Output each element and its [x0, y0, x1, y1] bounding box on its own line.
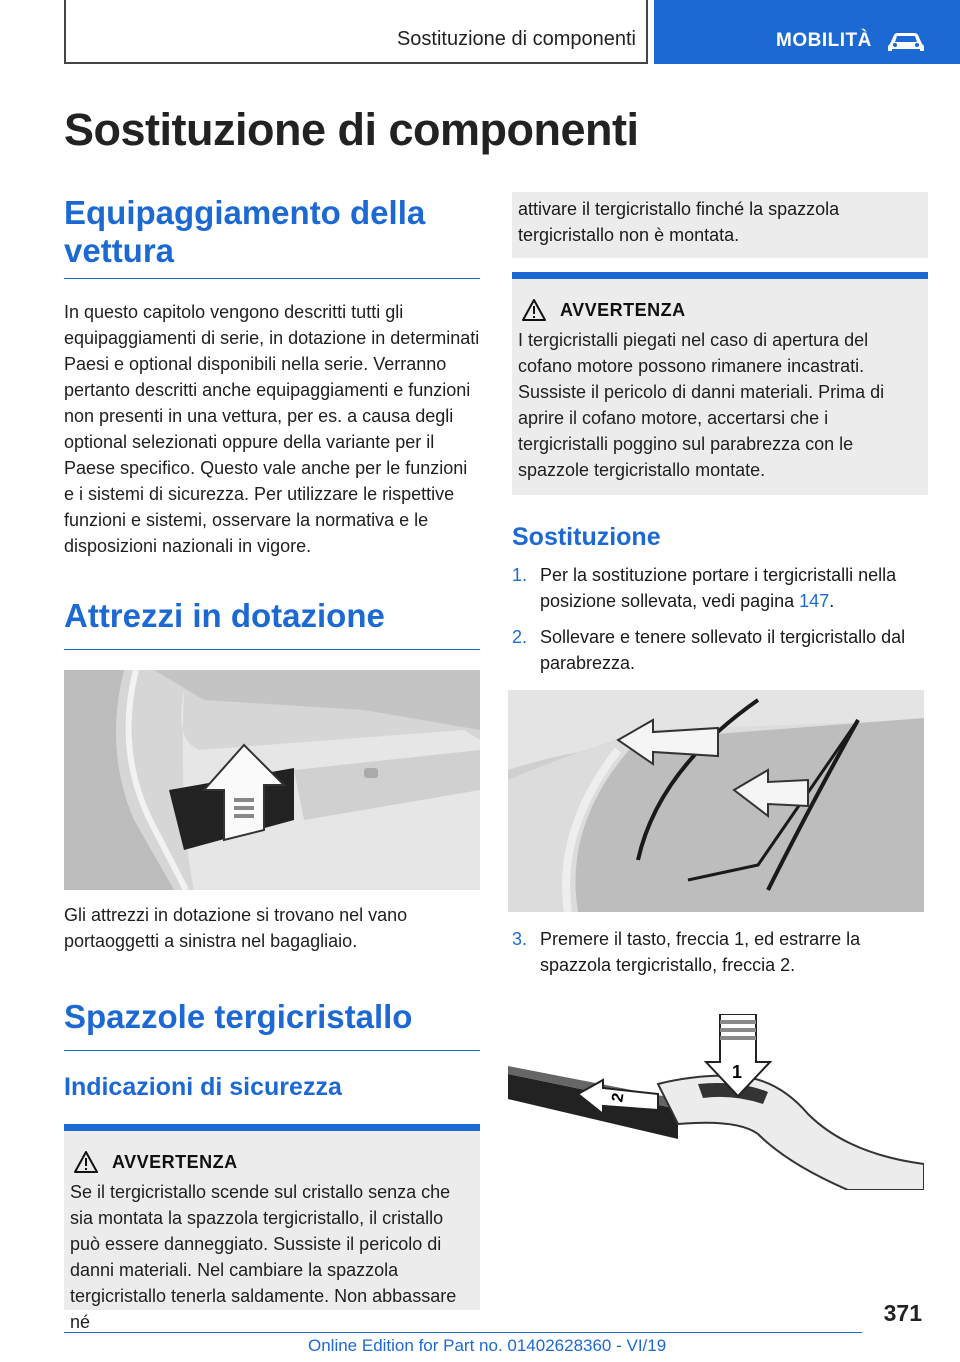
header-mobility-tab[interactable] [654, 0, 960, 64]
wipers-heading: Spazzole tergicristallo [64, 998, 413, 1035]
steps-list [512, 926, 928, 978]
step-item [512, 562, 928, 614]
warning-triangle-icon [522, 299, 546, 321]
arrow-label-1: 1 [732, 1062, 743, 1082]
car-icon [886, 30, 926, 54]
step-number: 1. [512, 565, 528, 585]
tools-caption: Gli attrezzi in dotazione si trovano nel vano portaoggetti a sinistra nel bagagliaio. [64, 905, 408, 951]
warning-title: AVVERTENZA [560, 299, 686, 320]
arrow-label-2: 2 [609, 1091, 628, 1104]
steps-list [512, 562, 928, 676]
warning-title: AVVERTENZA [112, 1151, 238, 1172]
equipment-heading: Equipaggiamento della vettura [64, 194, 426, 269]
replace-heading: Sostituzione [512, 523, 661, 551]
warning-continuation: attivare il tergicristallo finché la spazzola tergicristallo non è montata. [512, 192, 928, 258]
trunk-tools-image [64, 670, 480, 890]
step-number: 3. [512, 929, 528, 949]
right-column [512, 192, 928, 1190]
warning-text: Se il tergicristallo scende sul cristallo senza che sia montata la spazzola tergicristallo, il cristallo può essere danneggiato. Sussiste il pericolo di danni materiali. Nel cambiare la spazzola tergicristallo tenerla saldamente. Non abbassare né [70, 1182, 457, 1332]
step-item [512, 624, 928, 676]
warning-bar [64, 1124, 480, 1131]
tools-rule [64, 649, 480, 650]
warning-bar [512, 272, 928, 279]
windshield-wiper-image [508, 690, 924, 912]
wipers-rule [64, 1050, 480, 1051]
step-number: 2. [512, 627, 528, 647]
warning-triangle-icon [74, 1151, 98, 1173]
tools-heading: Attrezzi in dotazione [64, 597, 385, 634]
warning-box-1 [64, 1124, 480, 1332]
footer-rule [64, 1332, 862, 1333]
step-text: Sollevare e tenere sollevato il tergicristallo dal parabrezza. [540, 627, 906, 673]
header-tab-label: MOBILITÀ [776, 30, 872, 51]
page-number: 371 [883, 1300, 922, 1326]
left-column [64, 194, 480, 1332]
header-section-title: Sostituzione di componenti [396, 28, 636, 50]
warning-text: I tergicristalli piegati nel caso di apertura del cofano motore possono rimanere incastrati. Sussiste il pericolo di danni materiali. Prima di aprire il cofano motore, accertarsi che i tergicristalli poggino sul parabrezza con le spazzole tergicristallo montate. [518, 330, 885, 480]
footer-edition: Online Edition for Part no. 01402628360 - VI/19 [308, 1336, 667, 1355]
wiper-blade-removal-image [508, 1014, 924, 1190]
page-link[interactable]: 147 [799, 591, 830, 611]
safety-heading: Indicazioni di sicurezza [64, 1073, 342, 1101]
page-title: Sostituzione di componenti [64, 104, 639, 155]
warning-box-2 [512, 272, 928, 495]
step-text: Per la sostituzione portare i tergicristalli nella posizione sollevata, vedi pagina 147. [540, 565, 897, 611]
equipment-text: In questo capitolo vengono descritti tutti gli equipaggiamenti di serie, in dotazione in determinati Paesi e optional disponibili nella serie. Verranno pertanto descritti anche equipaggiamenti e funzioni non presenti in una vettura, per es. a causa degli optional selezionati oppure della variante per il Paese specifico. Questo vale anche per le funzioni e i sistemi di sicurezza. Per utilizzare le rispettive funzioni e sistemi, osservare la normativa e le disposizioni nazionali in vigore. [64, 302, 480, 556]
header-section-box [64, 0, 648, 64]
step-text: Premere il tasto, freccia 1, ed estrarre la spazzola tergicristallo, freccia 2. [540, 929, 861, 975]
equipment-rule [64, 278, 480, 279]
step-item [512, 926, 928, 978]
